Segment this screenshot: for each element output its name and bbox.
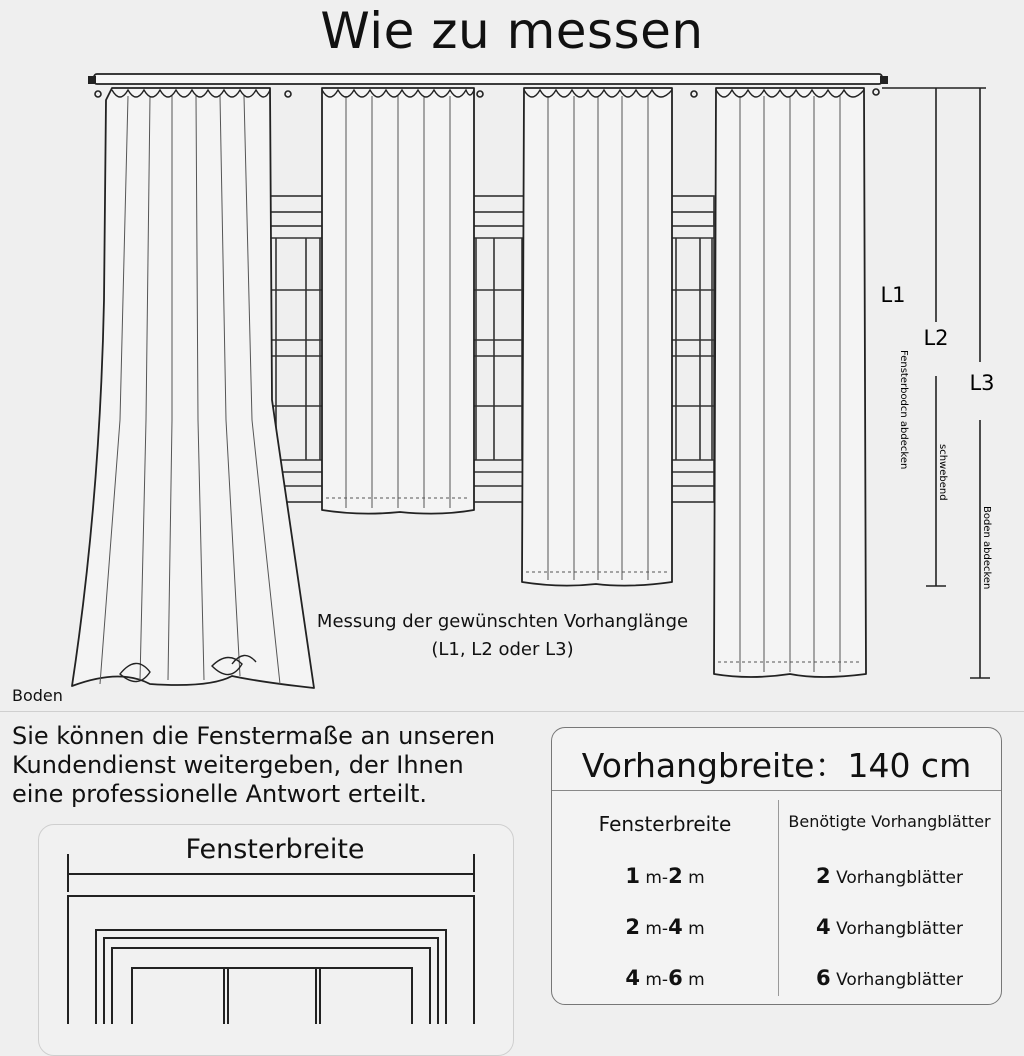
label-l2: L2 (923, 326, 949, 350)
service-info-text (12, 722, 532, 809)
label-l3: L3 (969, 371, 995, 395)
table-row-1-panels: 2 Vorhangblätter (816, 864, 963, 888)
page-title: Wie zu messen (320, 2, 704, 60)
curtain-size-table (551, 727, 1002, 1005)
table-divider (552, 790, 1001, 791)
title-separator: ： (814, 746, 848, 785)
label-cover-sill: Fensterbodcn abdecken (898, 350, 909, 470)
section-divider (0, 711, 1024, 712)
caption-line-1: Messung der gewünschten Vorhanglänge (316, 611, 689, 632)
table-row-2-panels: 4 Vorhangblätter (816, 915, 963, 939)
curtain-floating (522, 88, 672, 586)
label-l1: L1 (880, 283, 906, 307)
table-row-1-width: 1 m-2 m (625, 864, 705, 888)
info-line-2: Kundendienst weitergeben, der Ihnen (12, 751, 464, 779)
table-title (552, 740, 1001, 787)
caption-line-2: (L1, L2 oder L3) (431, 639, 574, 660)
column-header-window-width: Fensterbreite (598, 812, 732, 836)
label-floating: schwebend (937, 444, 948, 501)
floor-label: Boden (12, 686, 63, 705)
table-row-3-width: 4 m-6 m (625, 966, 705, 990)
window-width-illustration (38, 824, 512, 1024)
curtain-width-value: 140 cm (847, 746, 972, 785)
info-line-3: eine professionelle Antwort erteilt. (12, 780, 428, 808)
info-line-1: Sie können die Fenstermaße an unseren (12, 722, 496, 750)
diagram-caption (300, 608, 705, 664)
curtain-width-label: Vorhangbreite (581, 746, 815, 785)
curtain-floor-puddle (72, 88, 314, 688)
label-cover-floor: Boden abdecken (981, 506, 992, 590)
window-width-label: Fensterbreite (185, 834, 365, 865)
table-row-2-width: 2 m-4 m (625, 915, 705, 939)
table-row-3-panels: 6 Vorhangblätter (816, 966, 963, 990)
column-header-panels-needed: Benötigte Vorhangblätter (788, 812, 991, 831)
